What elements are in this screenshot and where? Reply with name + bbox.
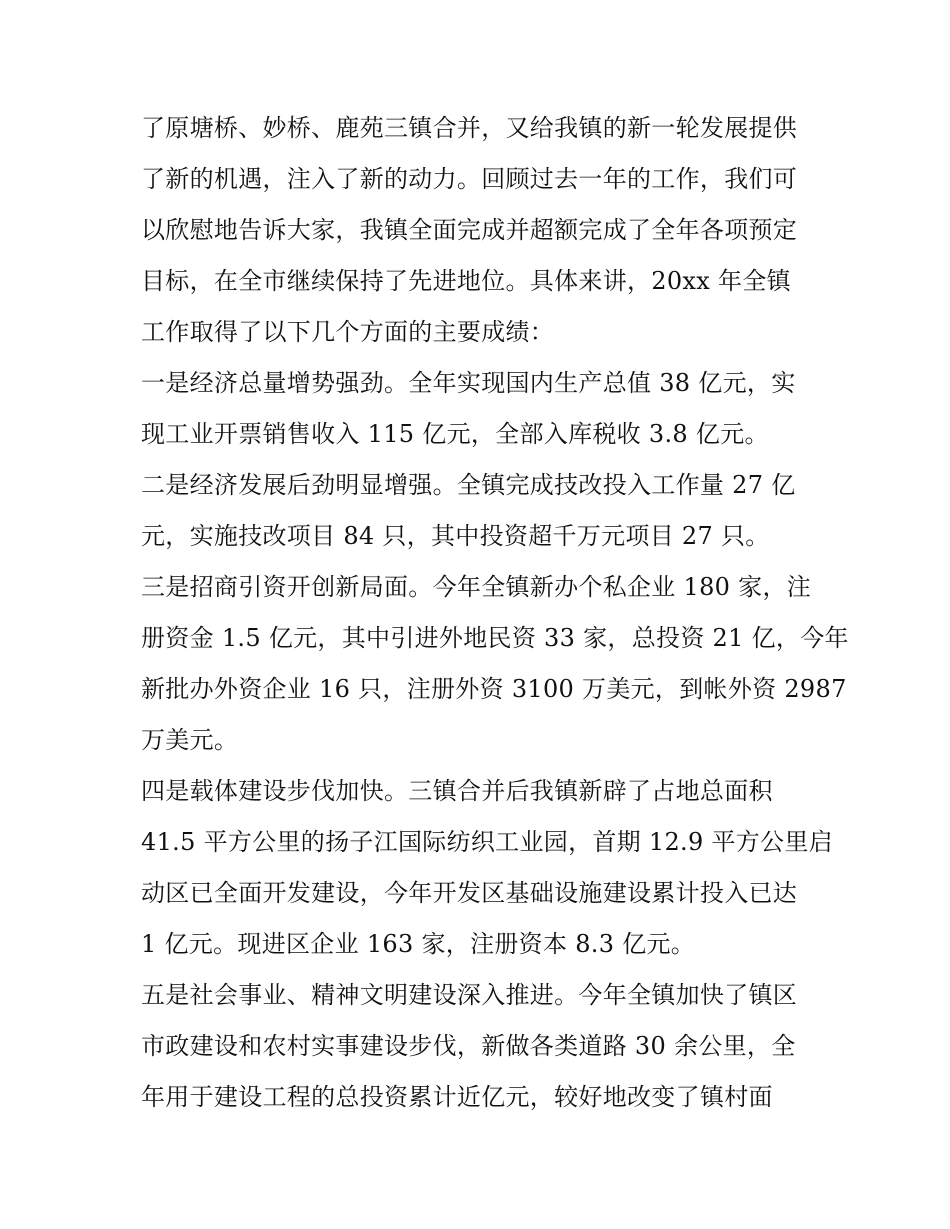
text-line: 一是经济总量增势强劲。全年实现国内生产总值 38 亿元，实 — [141, 369, 796, 397]
text-line: 三是招商引资开创新局面。今年全镇新办个私企业 180 家，注 — [141, 573, 812, 601]
text-line: 册资金 1.5 亿元，其中引进外地民资 33 家，总投资 21 亿，今年 — [141, 624, 849, 652]
text-line: 动区已全面开发建设，今年开发区基础设施建设累计投入已达 — [141, 879, 798, 907]
text-line: 万美元。 — [141, 726, 239, 754]
text-line: 目标，在全市继续保持了先进地位。具体来讲，20xx 年全镇 — [141, 267, 791, 295]
text-line: 市政建设和农村实事建设步伐，新做各类道路 30 余公里，全 — [141, 1032, 796, 1060]
text-line: 41.5 平方公里的扬子江国际纺织工业园，首期 12.9 平方公里启 — [141, 828, 833, 856]
text-line: 四是载体建设步伐加快。三镇合并后我镇新辟了占地总面积 — [141, 777, 773, 805]
text-line: 了原塘桥、妙桥、鹿苑三镇合并，又给我镇的新一轮发展提供 — [141, 114, 798, 142]
text-line: 1 亿元。现进区企业 163 家，注册资本 8.3 亿元。 — [141, 930, 696, 958]
document-body — [141, 103, 849, 1123]
text-line: 五是社会事业、精神文明建设深入推进。今年全镇加快了镇区 — [141, 981, 798, 1009]
text-line: 工作取得了以下几个方面的主要成绩： — [141, 318, 555, 346]
text-line: 新批办外资企业 16 只，注册外资 3100 万美元，到帐外资 2987 — [141, 675, 847, 703]
text-line: 以欣慰地告诉大家，我镇全面完成并超额完成了全年各项预定 — [141, 216, 798, 244]
text-line: 年用于建设工程的总投资累计近亿元，较好地改变了镇村面 — [141, 1083, 773, 1111]
text-line: 了新的机遇，注入了新的动力。回顾过去一年的工作，我们可 — [141, 165, 798, 193]
text-line: 现工业开票销售收入 115 亿元，全部入库税收 3.8 亿元。 — [141, 420, 769, 448]
text-line: 元，实施技改项目 84 只，其中投资超千万元项目 27 只。 — [141, 522, 770, 550]
text-line: 二是经济发展后劲明显增强。全镇完成技改投入工作量 27 亿 — [141, 471, 796, 499]
